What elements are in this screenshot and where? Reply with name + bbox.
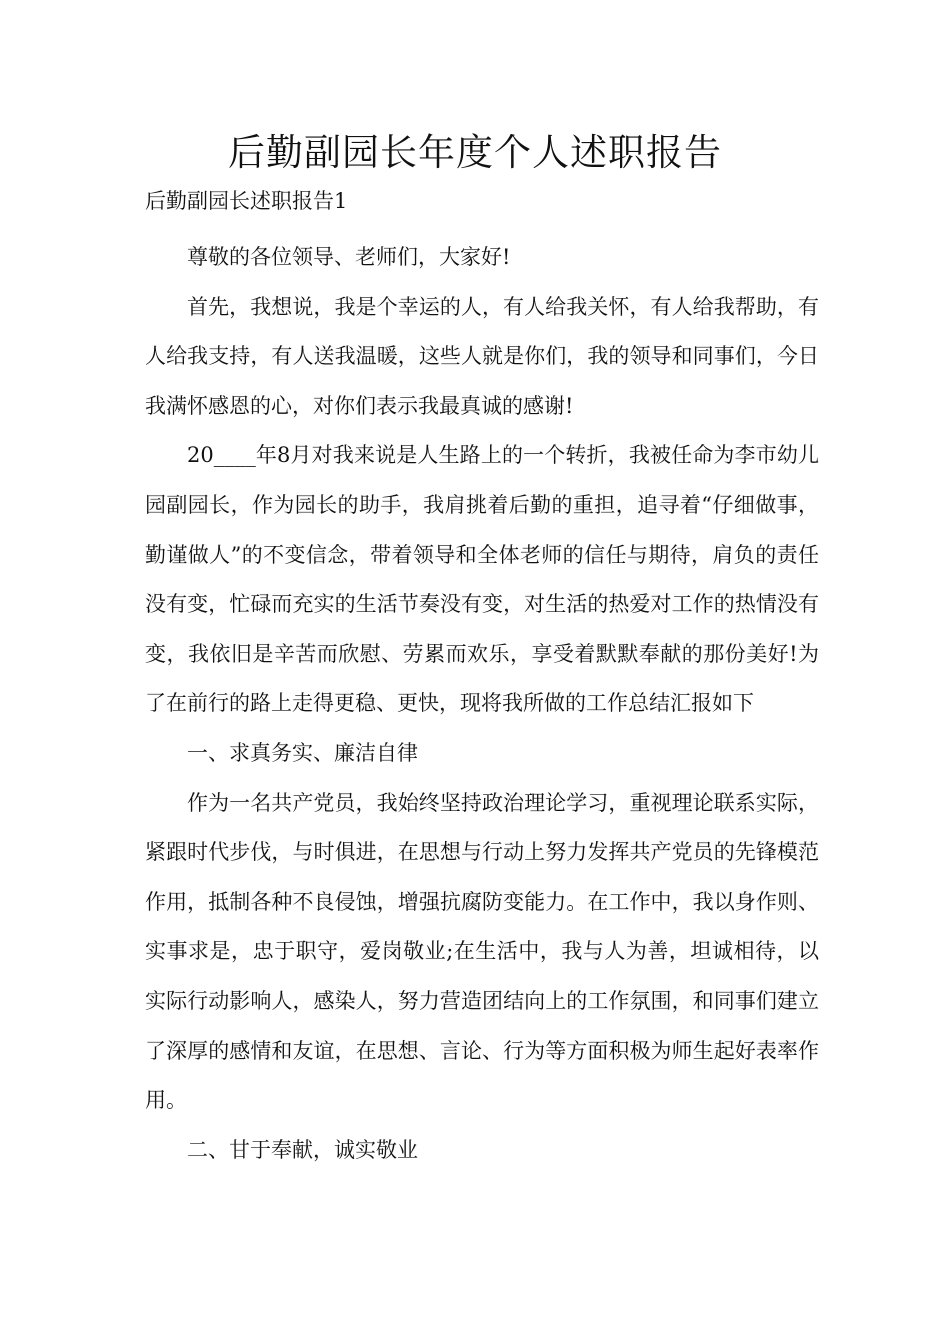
paragraph-section-1: 作为一名共产党员，我始终坚持政治理论学习，重视理论联系实际，紧跟时代步伐，与时俱进，在思想与行动上努力发挥共产党员的先锋模范作用，抵制各种不良侵蚀，增强抗腐防变能力。在工作中，我以身作则、实事求是，忠于职守，爱岗敬业;在生活中，我与人为善，坦诚相待，以实际行动影响人，感染人，努力营造团结向上的工作氛围，和同事们建立了深厚的感情和友谊，在思想、言论、行为等方面积极为师生起好表率作用。 [145,790,819,1113]
paragraph-greeting: 尊敬的各位领导、老师们，大家好! [187,245,511,269]
document-subtitle: 后勤副园长述职报告1 [145,189,348,213]
paragraph-thanks: 首先，我想说，我是个幸运的人，有人给我关怀，有人给我帮助，有人给我支持，有人送我温暖，这些人就是你们，我的领导和同事们，今日我满怀感恩的心，对你们表示我最真诚的感谢! [145,294,819,418]
paragraph-introduction: 20____年8月对我来说是人生路上的一个转折，我被任命为李市幼儿园副园长，作为园长的助手，我肩挑着后勤的重担，追寻着“仔细做事，勤谨做人”的不变信念，带着领导和全体老师的信任与期待，肩负的责任没有变，忙碌而充实的生活节奏没有变，对生活的热爱对工作的热情没有变，我依旧是辛苦而欣慰、劳累而欢乐，享受着默默奉献的那份美好!为了在前行的路上走得更稳、更快，现将我所做的工作总结汇报如下 [145,443,819,716]
document-body [145,233,819,1175]
section-heading-2: 二、甘于奉献，诚实敬业 [187,1137,418,1162]
section-heading-1: 一、求真务实、廉洁自律 [187,740,418,765]
document-title: 后勤副园长年度个人述职报告 [228,131,722,174]
